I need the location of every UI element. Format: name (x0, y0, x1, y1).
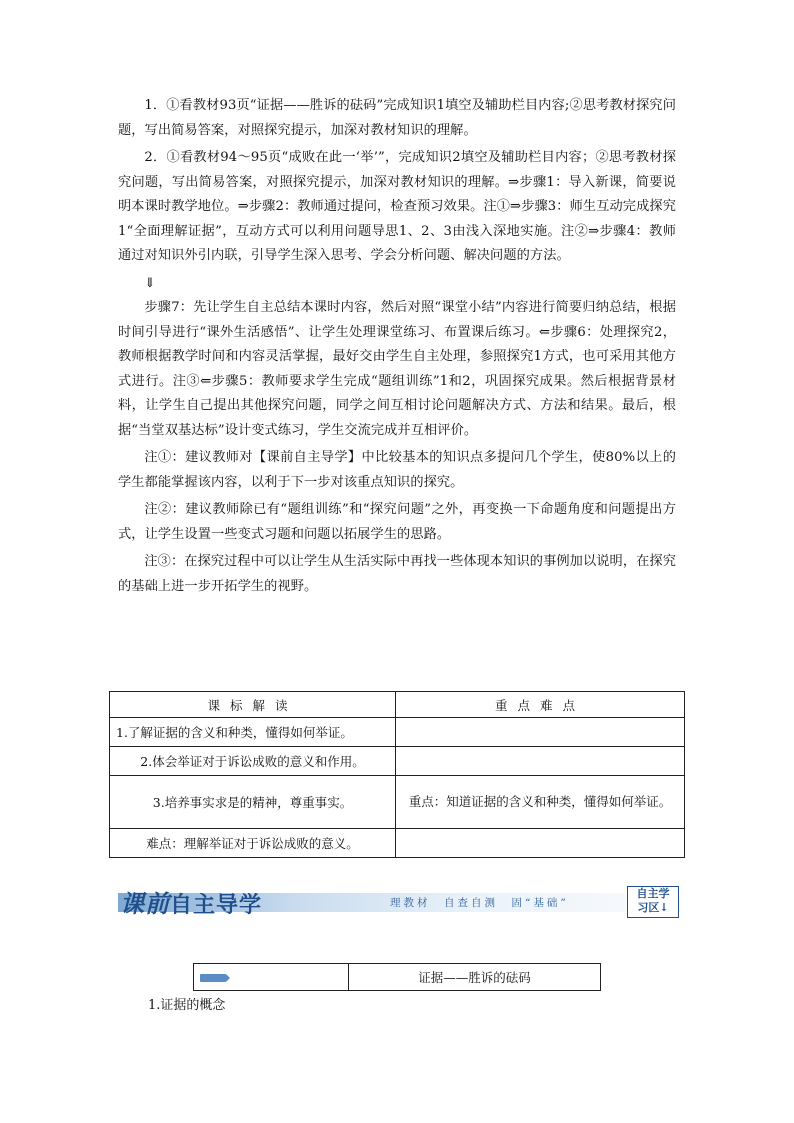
paragraph-step-7: 步骤7：先让学生自主总结本课时内容，然后对照“课堂小结”内容进行简要归纳总结，根据时间引导进行“课外生活感悟”、让学生处理课堂练习、布置课后练习。⇐步骤6：处理探究2，教师根据教学时间和内容灵活掌握，最好交由学生自主处理，参照探究1方式，也可采用其他方式进行。注③⇐步骤5：教师要求学生完成“题组训练”1和2，巩固探究成果。然后根据背景材料，让学生自己提出其他探究问题，同学之间互相讨论问题解决方式、方法和结果。最后，根据“当堂双基达标”设计变式练习，学生交流完成并互相评价。 (118, 300, 676, 438)
down-arrow: ⇓ (144, 275, 156, 291)
empty-cell (396, 747, 685, 776)
banner-subtitle: 理教材 自查自测 固“基础” (390, 897, 569, 909)
section-tag-cell (194, 964, 349, 991)
section-header (193, 963, 601, 991)
self-study-area-box (627, 886, 679, 918)
lesson-plan-text (118, 94, 676, 602)
box-line-1: 自主学 (636, 887, 670, 900)
standard-row-3: 3.培养事实求是的精神，尊重事实。 (110, 776, 396, 829)
key-point: 重点：知道证据的含义和种类，懂得如何举证。 (396, 776, 685, 829)
header-key-difficult-points: 重点难点 (396, 692, 685, 718)
down-arrow-icon: ↓ (659, 901, 669, 914)
note-2: 注②：建议教师除已有“题组训练”和“探究问题”之外，再变换一下命题角度和问题提出方式，让学生设置一些变式习题和问题以拓展学生的思路。 (118, 502, 676, 542)
banner-title-big: 课前 (120, 889, 170, 918)
banner-title-rest: 自主导学 (170, 892, 263, 918)
sub-heading: 1.证据的概念 (148, 998, 226, 1013)
note-1: 注①：建议教师对【课前自主导学】中比较基本的知识点多提问几个学生，使80%以上的学生都能掌握该内容，以利于下一步对该重点知识的探究。 (118, 450, 676, 490)
empty-cell (396, 829, 685, 858)
pre-class-banner (118, 884, 680, 918)
box-line-2: 习区↓ (637, 901, 669, 914)
banner-title (120, 884, 262, 919)
note-3: 注③：在探究过程中可以让学生从生活实际中再找一些体现本知识的事例加以说明，在探究的基础上进一步开拓学生的视野。 (118, 554, 676, 594)
standard-row-2: 2.体会举证对于诉讼成败的意义和作用。 (110, 747, 396, 776)
standard-row-1: 1.了解证据的含义和种类，懂得如何举证。 (110, 718, 396, 747)
paragraph-step-1: 1．①看教材93页“证据——胜诉的砝码”完成知识1填空及辅助栏目内容;②思考教材探究问题，写出简易答案，对照探究提示，加深对教材知识的理解。 (118, 98, 676, 138)
section-tag-icon (200, 974, 226, 982)
paragraph-step-2: 2．①看教材94～95页“成败在此一‘举’”，完成知识2填空及辅助栏目内容；②思考教材探究问题，写出简易答案，对照探究提示，加深对教材知识的理解。⇒步骤1：导入新课，简要说明本课时教学地位。⇒步骤2：教师通过提问，检查预习效果。注①⇒步骤3：师生互动完成探究1“全面理解证据”，互动方式可以利用问题导思1、2、3由浅入深地实施。注②⇒步骤4：教师通过对知识外引内联，引导学生深入思考、学会分析问题、解决问题的方法。 (118, 150, 676, 263)
header-curriculum-interpretation: 课标解读 (110, 692, 396, 718)
difficulty-point: 难点：理解举证对于诉讼成败的意义。 (110, 829, 396, 858)
section-title: 证据——胜诉的砝码 (349, 964, 601, 991)
empty-cell (396, 718, 685, 747)
curriculum-table (109, 691, 685, 858)
